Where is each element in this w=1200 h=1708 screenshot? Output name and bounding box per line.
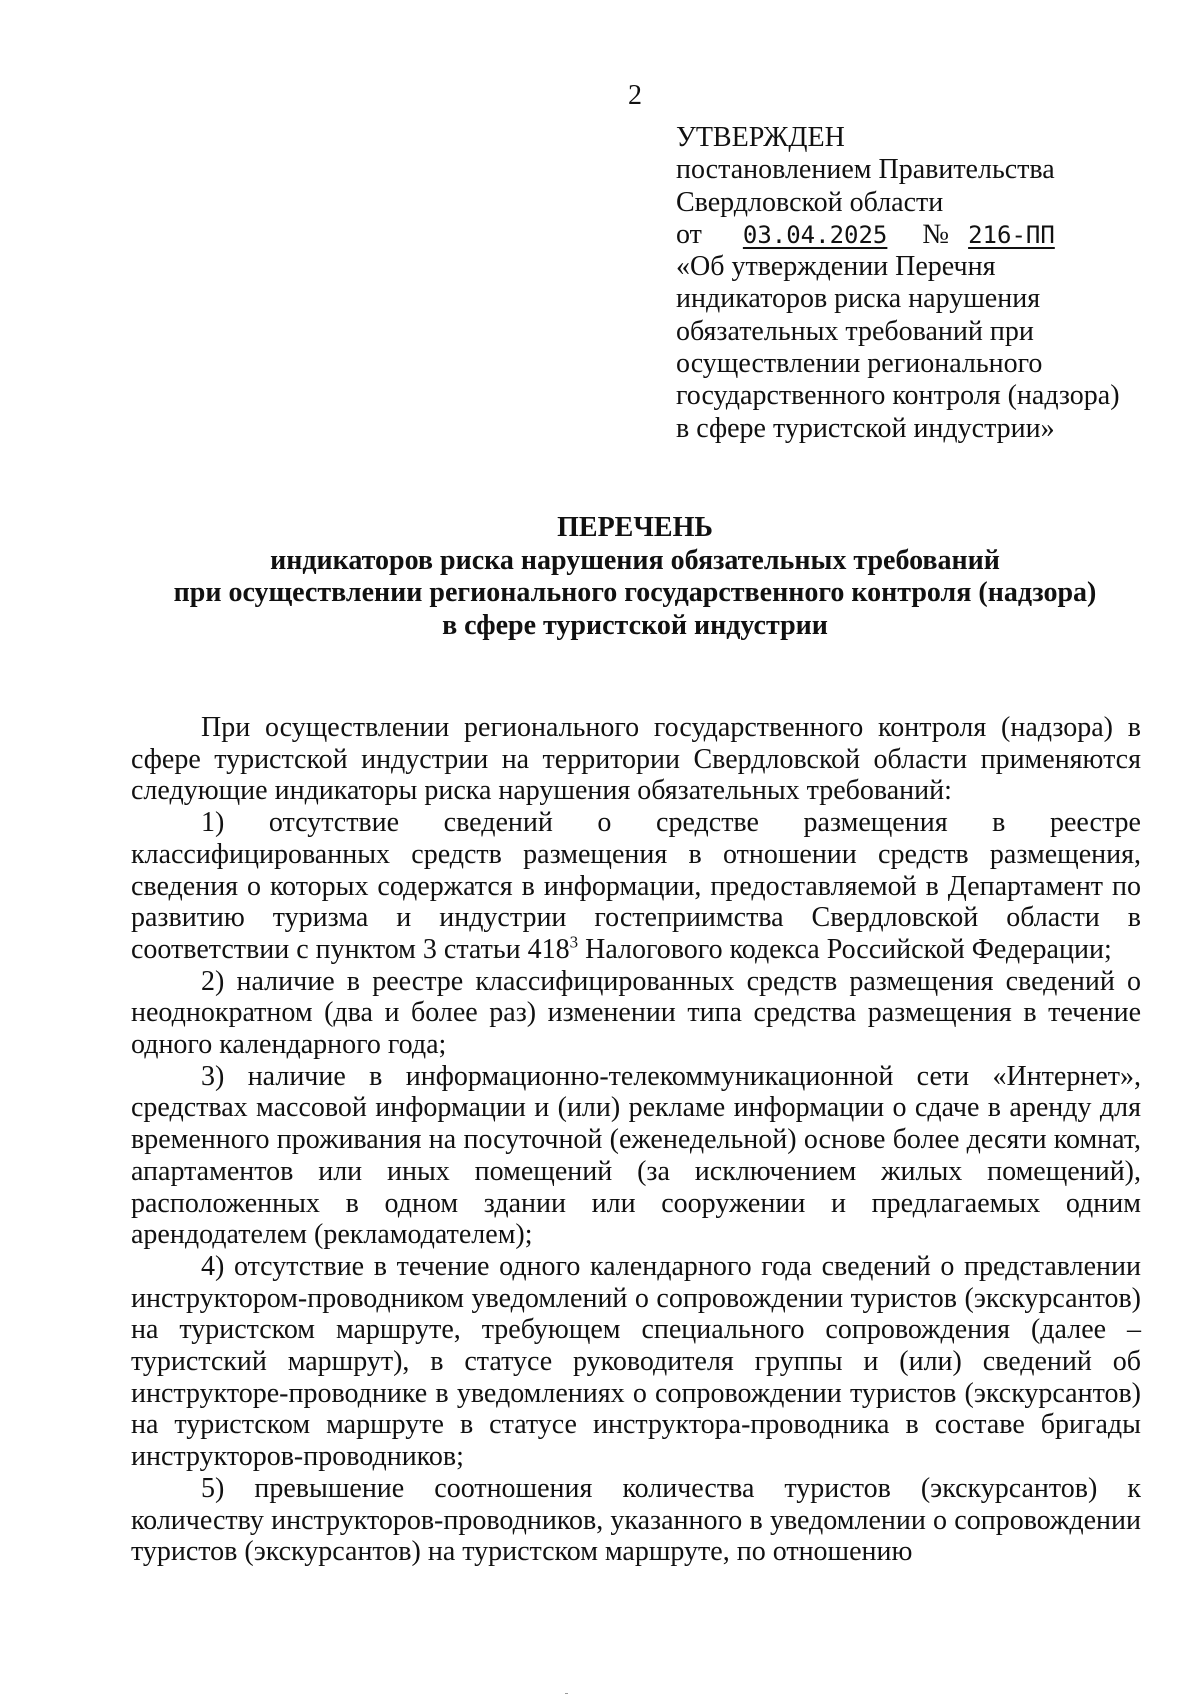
approval-date-line <box>676 219 1146 251</box>
approval-title-line: государственного контроля (надзора) <box>676 380 1120 412</box>
approval-title-line: индикаторов риска нарушения <box>676 283 1041 315</box>
title-line: индикаторов риска нарушения обязательных требований <box>270 544 1000 576</box>
title-line: при осуществлении регионального государственного контроля (надзора) <box>173 577 1097 608</box>
approval-date: 03.04.2025 <box>742 220 888 249</box>
title-line: в сфере туристской индустрии <box>442 609 828 641</box>
approval-heading: УТВЕРЖДЕН <box>676 122 845 153</box>
approval-line: постановлением Правительства <box>676 154 1055 186</box>
list-item-1 <box>131 807 1141 966</box>
superscript: 3 <box>569 932 579 952</box>
title-heading: ПЕРЕЧЕНЬ <box>557 512 713 543</box>
approval-number: 216-ПП <box>968 220 1055 249</box>
document-body <box>131 712 1141 1568</box>
number-prefix: № <box>922 218 950 250</box>
approval-stamp <box>676 122 1146 445</box>
approval-title-line: в сфере туристской индустрии» <box>676 412 1055 444</box>
page-number: 2 <box>628 80 642 111</box>
list-item-3: 3) наличие в информационно-телекоммуникационной сети «Интернет», средствах массовой информации и (или) рекламе информации о сдаче в аренду для временного проживания на посуточной (еженедельной) основе более десяти комнат, апартаментов или иных помещений (за исключением жилых помещений), расположенных в одном здании или сооружении и предлагаемых одним арендодателем (рекламодателем); <box>131 1060 1141 1251</box>
list-item-5: 5) превышение соотношения количества туристов (экскурсантов) к количеству инструкторов-проводников, указанного в уведомлении о сопровождении туристов (экскурсантов) на туристском маршруте, по отношению <box>131 1472 1141 1568</box>
date-prefix: от <box>676 218 702 250</box>
approval-line: Свердловской области <box>676 186 944 218</box>
approval-title-line: обязательных требований при <box>676 315 1034 347</box>
approval-title-line: «Об утверждении Перечня <box>676 251 996 283</box>
approval-title-line: осуществлении регионального <box>676 348 1043 380</box>
list-item-1-text: 1) отсутствие сведений о средстве размещения в реестре классифицированных средств размещения в отношении средств размещения, сведения о которых содержатся в информации, предоставляемой в Департамент по развитию туризма и индустрии гостеприимства Свердловской области в соответствии с пунктом 3 статьи 418 <box>131 807 1141 965</box>
list-item-4: 4) отсутствие в течение одного календарного года сведений о представлении инструктором-проводником уведомлений о сопровождении туристов (экскурсантов) на туристском маршруте, требующем специального сопровождения (далее – туристский маршрут), в статусе руководителя группы и (или) сведений об инструкторе-проводнике в уведомлениях о сопровождении туристов (экскурсантов) на туристском маршруте в статусе инструктора-проводника в составе бригады инструкторов-проводников; <box>131 1250 1141 1473</box>
list-item-2: 2) наличие в реестре классифицированных средств размещения сведений о неоднократном (два и более раз) изменении типа средства размещения в течение одного календарного года; <box>131 965 1141 1061</box>
scan-artifact <box>565 1693 568 1694</box>
list-item-1-end: Налогового кодекса Российской Федерации; <box>578 933 1112 965</box>
document-title <box>130 512 1140 642</box>
intro-paragraph: При осуществлении регионального государственного контроля (надзора) в сфере туристской индустрии на территории Свердловской области применяются следующие индикаторы риска нарушения обязательных требований: <box>131 712 1141 807</box>
